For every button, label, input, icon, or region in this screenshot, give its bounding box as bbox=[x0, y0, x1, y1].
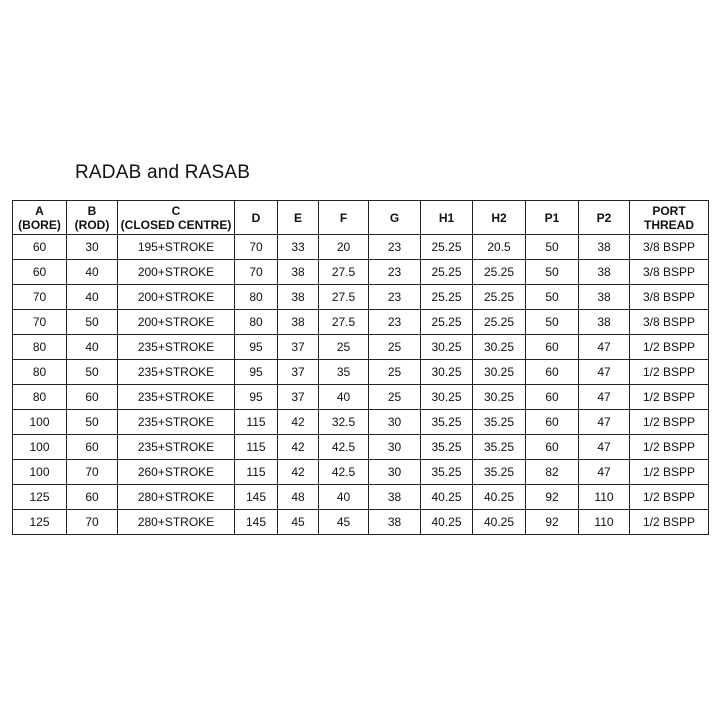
table-cell: 1/2 BSPP bbox=[630, 460, 709, 485]
table-cell: 80 bbox=[235, 285, 278, 310]
column-header-text: E bbox=[293, 210, 302, 225]
table-cell: 35.25 bbox=[421, 435, 473, 460]
table-cell: 3/8 BSPP bbox=[630, 235, 709, 260]
table-cell: 20.5 bbox=[473, 235, 526, 260]
table-cell: 40.25 bbox=[473, 485, 526, 510]
table-cell: 23 bbox=[369, 260, 421, 285]
table-cell: 27.5 bbox=[319, 310, 369, 335]
table-cell: 50 bbox=[526, 260, 579, 285]
table-cell: 30 bbox=[67, 235, 118, 260]
table-cell: 23 bbox=[369, 310, 421, 335]
table-cell: 115 bbox=[235, 410, 278, 435]
table-cell: 60 bbox=[526, 360, 579, 385]
column-header bbox=[13, 201, 67, 235]
column-header-text: B bbox=[87, 203, 97, 218]
table-cell: 200+STROKE bbox=[118, 310, 235, 335]
table-cell: 60 bbox=[67, 435, 118, 460]
table-cell: 235+STROKE bbox=[118, 360, 235, 385]
table-cell: 30.25 bbox=[421, 335, 473, 360]
table-cell: 35.25 bbox=[473, 460, 526, 485]
table-cell: 60 bbox=[13, 260, 67, 285]
table-cell: 1/2 BSPP bbox=[630, 410, 709, 435]
table-row bbox=[13, 335, 709, 360]
table-cell: 70 bbox=[67, 510, 118, 535]
table-cell: 100 bbox=[13, 435, 67, 460]
table-cell: 47 bbox=[579, 460, 630, 485]
table-cell: 50 bbox=[526, 285, 579, 310]
table-cell: 38 bbox=[278, 285, 319, 310]
table-cell: 27.5 bbox=[319, 285, 369, 310]
table-cell: 95 bbox=[235, 335, 278, 360]
table-row bbox=[13, 485, 709, 510]
table-cell: 38 bbox=[579, 235, 630, 260]
table-cell: 35.25 bbox=[421, 410, 473, 435]
table-cell: 40 bbox=[67, 335, 118, 360]
table-cell: 260+STROKE bbox=[118, 460, 235, 485]
table-cell: 80 bbox=[235, 310, 278, 335]
column-header bbox=[118, 201, 235, 235]
table-cell: 25 bbox=[369, 360, 421, 385]
table-cell: 25 bbox=[369, 335, 421, 360]
table-cell: 42 bbox=[278, 460, 319, 485]
table-cell: 40 bbox=[319, 485, 369, 510]
table-cell: 47 bbox=[579, 410, 630, 435]
table-cell: 1/2 BSPP bbox=[630, 385, 709, 410]
table-cell: 38 bbox=[278, 310, 319, 335]
column-header bbox=[67, 201, 118, 235]
table-cell: 1/2 BSPP bbox=[630, 435, 709, 460]
table-cell: 25.25 bbox=[421, 310, 473, 335]
table-cell: 47 bbox=[579, 360, 630, 385]
table-cell: 30.25 bbox=[473, 335, 526, 360]
column-header-text: A bbox=[35, 203, 44, 218]
column-header bbox=[473, 201, 526, 235]
column-header-text: D bbox=[251, 210, 261, 225]
table-cell: 38 bbox=[278, 260, 319, 285]
table-cell: 25.25 bbox=[421, 285, 473, 310]
page-title: RADAB and RASAB bbox=[75, 162, 251, 183]
table-row bbox=[13, 435, 709, 460]
column-header bbox=[319, 201, 369, 235]
table-cell: 40.25 bbox=[421, 510, 473, 535]
table-cell: 95 bbox=[235, 385, 278, 410]
table-cell: 30.25 bbox=[473, 360, 526, 385]
table-cell: 48 bbox=[278, 485, 319, 510]
column-header bbox=[421, 201, 473, 235]
table-cell: 50 bbox=[67, 360, 118, 385]
table-cell: 37 bbox=[278, 385, 319, 410]
table-cell: 60 bbox=[67, 485, 118, 510]
table-cell: 45 bbox=[278, 510, 319, 535]
column-header-text: H2 bbox=[491, 210, 507, 225]
table-cell: 25.25 bbox=[473, 310, 526, 335]
table-cell: 60 bbox=[526, 385, 579, 410]
table-cell: 47 bbox=[579, 385, 630, 410]
table-cell: 125 bbox=[13, 485, 67, 510]
table-cell: 38 bbox=[369, 510, 421, 535]
table-cell: 3/8 BSPP bbox=[630, 310, 709, 335]
column-header bbox=[630, 201, 709, 235]
table-cell: 20 bbox=[319, 235, 369, 260]
table-cell: 25.25 bbox=[421, 260, 473, 285]
header-row bbox=[13, 201, 709, 235]
table-cell: 70 bbox=[13, 310, 67, 335]
column-header-text: C bbox=[171, 203, 181, 218]
table-cell: 110 bbox=[579, 510, 630, 535]
table-cell: 25.25 bbox=[421, 235, 473, 260]
table-cell: 25 bbox=[319, 335, 369, 360]
table-row bbox=[13, 510, 709, 535]
table-cell: 35.25 bbox=[421, 460, 473, 485]
table-cell: 30.25 bbox=[473, 385, 526, 410]
column-header-text: P1 bbox=[544, 210, 560, 225]
column-header-text: (ROD) bbox=[74, 217, 110, 232]
table-cell: 38 bbox=[369, 485, 421, 510]
table-cell: 200+STROKE bbox=[118, 285, 235, 310]
table-cell: 50 bbox=[526, 235, 579, 260]
column-header-text: PORT bbox=[652, 203, 686, 218]
table-row bbox=[13, 285, 709, 310]
column-header-text: (BORE) bbox=[18, 217, 61, 232]
table-header bbox=[13, 201, 709, 235]
table-row bbox=[13, 260, 709, 285]
table-cell: 25 bbox=[369, 385, 421, 410]
table-cell: 23 bbox=[369, 235, 421, 260]
table-cell: 25.25 bbox=[473, 285, 526, 310]
table-cell: 195+STROKE bbox=[118, 235, 235, 260]
table-cell: 30 bbox=[369, 460, 421, 485]
table-cell: 35.25 bbox=[473, 435, 526, 460]
column-header-text: F bbox=[339, 210, 348, 225]
table-cell: 60 bbox=[526, 335, 579, 360]
table-cell: 40.25 bbox=[473, 510, 526, 535]
table-cell: 200+STROKE bbox=[118, 260, 235, 285]
table-cell: 110 bbox=[579, 485, 630, 510]
table-cell: 100 bbox=[13, 410, 67, 435]
table-cell: 1/2 BSPP bbox=[630, 360, 709, 385]
table-cell: 235+STROKE bbox=[118, 435, 235, 460]
table-cell: 95 bbox=[235, 360, 278, 385]
table-cell: 30.25 bbox=[421, 360, 473, 385]
table-cell: 80 bbox=[13, 385, 67, 410]
table-row bbox=[13, 310, 709, 335]
table-cell: 280+STROKE bbox=[118, 485, 235, 510]
table-cell: 25.25 bbox=[473, 260, 526, 285]
table-cell: 280+STROKE bbox=[118, 510, 235, 535]
table-cell: 40 bbox=[67, 285, 118, 310]
table-body bbox=[13, 235, 709, 535]
table-cell: 100 bbox=[13, 460, 67, 485]
table-cell: 50 bbox=[67, 410, 118, 435]
table-cell: 115 bbox=[235, 460, 278, 485]
table-row bbox=[13, 360, 709, 385]
table-row bbox=[13, 385, 709, 410]
table-cell: 47 bbox=[579, 435, 630, 460]
table-cell: 45 bbox=[319, 510, 369, 535]
table-cell: 235+STROKE bbox=[118, 335, 235, 360]
dimensions-table bbox=[12, 200, 709, 535]
table-cell: 82 bbox=[526, 460, 579, 485]
table-cell: 60 bbox=[526, 410, 579, 435]
table-row bbox=[13, 235, 709, 260]
table-cell: 35.25 bbox=[473, 410, 526, 435]
table-cell: 70 bbox=[67, 460, 118, 485]
table-cell: 35 bbox=[319, 360, 369, 385]
column-header bbox=[278, 201, 319, 235]
table-cell: 50 bbox=[67, 310, 118, 335]
table-cell: 145 bbox=[235, 485, 278, 510]
table-cell: 40 bbox=[319, 385, 369, 410]
table-row bbox=[13, 460, 709, 485]
table-cell: 42 bbox=[278, 410, 319, 435]
table-cell: 1/2 BSPP bbox=[630, 510, 709, 535]
column-header bbox=[235, 201, 278, 235]
table-cell: 42.5 bbox=[319, 460, 369, 485]
table-cell: 27.5 bbox=[319, 260, 369, 285]
table-cell: 60 bbox=[13, 235, 67, 260]
table-cell: 92 bbox=[526, 510, 579, 535]
table-cell: 60 bbox=[526, 435, 579, 460]
column-header-text: H1 bbox=[438, 210, 455, 225]
table-cell: 40 bbox=[67, 260, 118, 285]
table-cell: 42.5 bbox=[319, 435, 369, 460]
table-cell: 30.25 bbox=[421, 385, 473, 410]
column-header bbox=[369, 201, 421, 235]
table-cell: 115 bbox=[235, 435, 278, 460]
table-cell: 30 bbox=[369, 435, 421, 460]
table-cell: 3/8 BSPP bbox=[630, 285, 709, 310]
column-header bbox=[526, 201, 579, 235]
table-cell: 60 bbox=[67, 385, 118, 410]
table-cell: 42 bbox=[278, 435, 319, 460]
table-cell: 40.25 bbox=[421, 485, 473, 510]
table-cell: 33 bbox=[278, 235, 319, 260]
table-cell: 1/2 BSPP bbox=[630, 335, 709, 360]
table-cell: 47 bbox=[579, 335, 630, 360]
table-cell: 37 bbox=[278, 360, 319, 385]
table-cell: 145 bbox=[235, 510, 278, 535]
table-cell: 30 bbox=[369, 410, 421, 435]
table-cell: 125 bbox=[13, 510, 67, 535]
table-cell: 80 bbox=[13, 360, 67, 385]
column-header-text: (CLOSED CENTRE) bbox=[120, 217, 232, 232]
table-cell: 92 bbox=[526, 485, 579, 510]
column-header-text: G bbox=[389, 210, 400, 225]
column-header-text: P2 bbox=[596, 210, 612, 225]
table-cell: 235+STROKE bbox=[118, 410, 235, 435]
table-cell: 32.5 bbox=[319, 410, 369, 435]
table-cell: 38 bbox=[579, 285, 630, 310]
table-cell: 70 bbox=[13, 285, 67, 310]
table-row bbox=[13, 410, 709, 435]
column-header bbox=[579, 201, 630, 235]
table-cell: 37 bbox=[278, 335, 319, 360]
table-cell: 3/8 BSPP bbox=[630, 260, 709, 285]
table-cell: 70 bbox=[235, 260, 278, 285]
table-cell: 38 bbox=[579, 260, 630, 285]
table-cell: 1/2 BSPP bbox=[630, 485, 709, 510]
table-cell: 235+STROKE bbox=[118, 385, 235, 410]
table-cell: 80 bbox=[13, 335, 67, 360]
table-cell: 70 bbox=[235, 235, 278, 260]
table-cell: 23 bbox=[369, 285, 421, 310]
column-header-text: THREAD bbox=[644, 217, 694, 232]
table-cell: 38 bbox=[579, 310, 630, 335]
table-cell: 50 bbox=[526, 310, 579, 335]
